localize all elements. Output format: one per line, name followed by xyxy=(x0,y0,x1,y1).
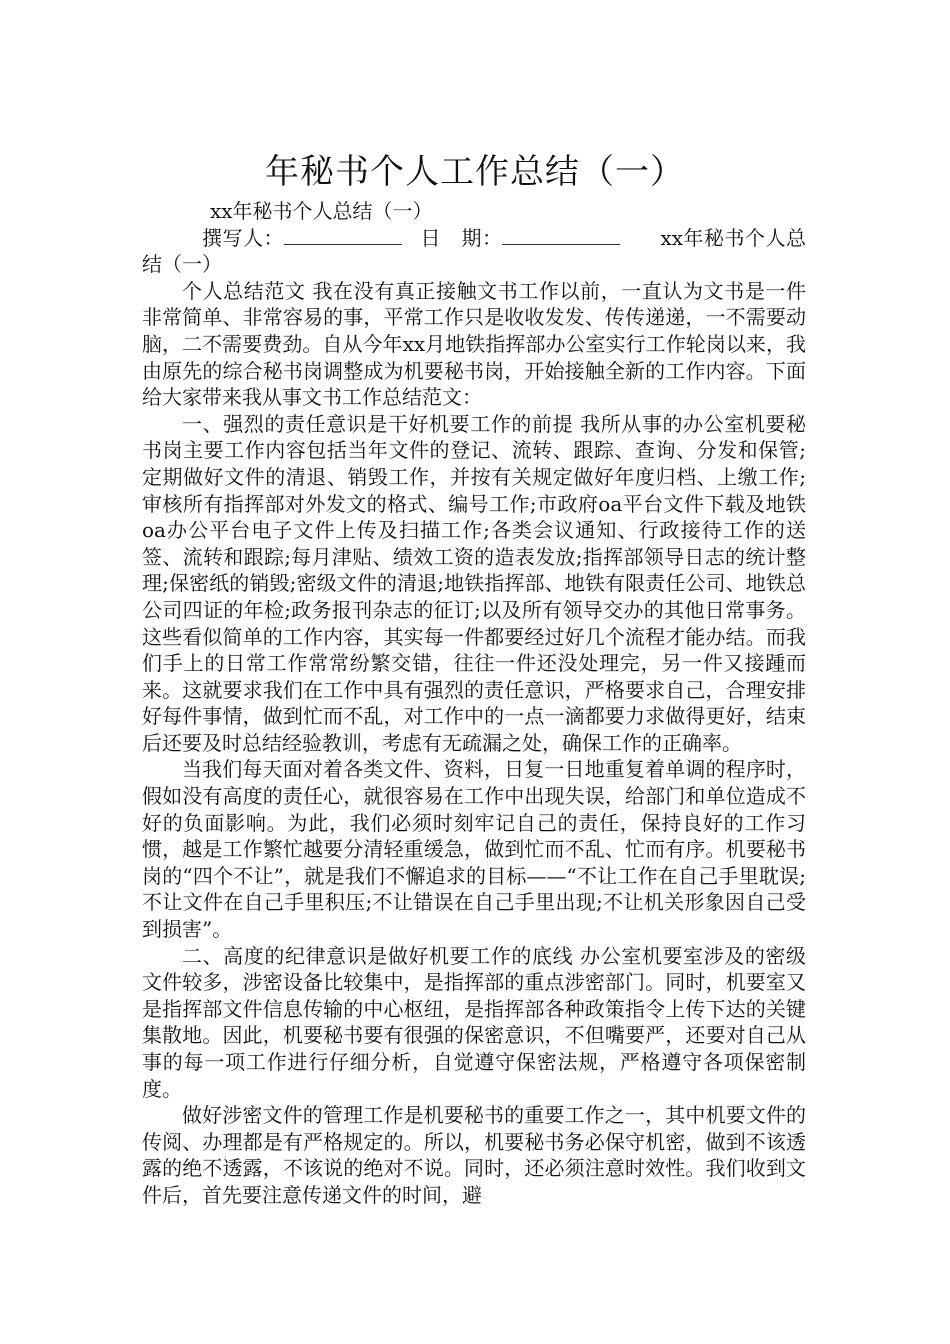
date-label: 日 期： xyxy=(419,225,503,250)
document-body xyxy=(142,198,806,1209)
author-blank xyxy=(284,226,402,245)
paragraph: 二、高度的纪律意识是做好机要工作的底线 办公室机要室涉及的密级文件较多，涉密设备比较集中，是指挥部的重点涉密部门。同时，机要室又是指挥部文件信息传输的中心枢纽，是指挥部各种政策指令上传下达的关键集散地。因此，机要秘书要有很强的保密意识，不但嘴要严，还要对自己从事的每一项工作进行仔细分析，自觉遵守保密法规，严格遵守各项保密制度。 xyxy=(142,943,806,1101)
paragraph: 个人总结范文 我在没有真正接触文书工作以前，一直认为文书是一件非常简单、非常容易的事，平常工作只是收收发发、传传递递，一不需要动脑，二不需要费劲。自从今年xx月地铁指挥部办公室实行工作轮岗以来，我由原先的综合秘书岗调整成为机要秘书岗，开始接触全新的工作内容。下面给大家带来我从事文书工作总结范文： xyxy=(142,278,806,410)
paragraph: 做好涉密文件的管理工作是机要秘书的重要工作之一，其中机要文件的传阅、办理都是有严格规定的。所以，机要秘书务必保守机密，做到不该透露的绝不透露，不该说的绝对不说。同时，还必须注意时效性。我们收到文件后，首先要注意传递文件的时间，避 xyxy=(142,1103,806,1207)
subtitle: xx年秘书个人总结（一） xyxy=(210,199,433,223)
paragraph: 一、强烈的责任意识是干好机要工作的前提 我所从事的办公室机要秘书岗主要工作内容包括当年文件的登记、流转、跟踪、查询、分发和保管;定期做好文件的清退、销毁工作，并按有关规定做好年度归档、上缴工作;审核所有指挥部对外发文的格式、编号工作;市政府oa平台文件下载及地铁oa办公平台电子文件上传及扫描工作;各类会议通知、行政接待工作的送签、流转和跟踪;每月津贴、绩效工资的造表发放;指挥部领导日志的统计整理;保密纸的销毁;密级文件的清退;地铁指挥部、地铁有限责任公司、地铁总公司四证的年检;政务报刊杂志的征订;以及所有领导交办的其他日常事务。这些看似简单的工作内容，其实每一件都要经过好几个流程才能办结。而我们手上的日常工作常常纷繁交错，往往一件还没处理完，另一件又接踵而来。这就要求我们在工作中具有强烈的责任意识，严格要求自己，合理安排好每件事情，做到忙而不乱，对工作中的一点一滴都要力求做得更好，结束后还要及时总结经验教训，考虑有无疏漏之处，确保工作的正确率。 xyxy=(142,411,806,755)
author-label: 撰写人： xyxy=(202,225,284,250)
meta-tail: xx年秘书个人总结（一） xyxy=(142,225,807,277)
meta-line xyxy=(142,225,806,278)
paragraph: 当我们每天面对着各类文件、资料，日复一日地重复着单调的程序时，假如没有高度的责任心，就很容易在工作中出现失误，给部门和单位造成不好的负面影响。为此，我们必须时刻牢记自己的责任，保持良好的工作习惯，越是工作繁忙越要分清轻重缓急，做到忙而不乱、忙而有序。机要秘书岗的“四个不让”，就是我们不懈追求的目标——“不让工作在自己手里耽误;不让文件在自己手里积压;不让错误在自己手里出现;不让机关形象因自己受到损害”。 xyxy=(142,757,806,942)
page-title: 年秘书个人工作总结（一） xyxy=(265,151,685,192)
date-blank xyxy=(502,226,620,245)
